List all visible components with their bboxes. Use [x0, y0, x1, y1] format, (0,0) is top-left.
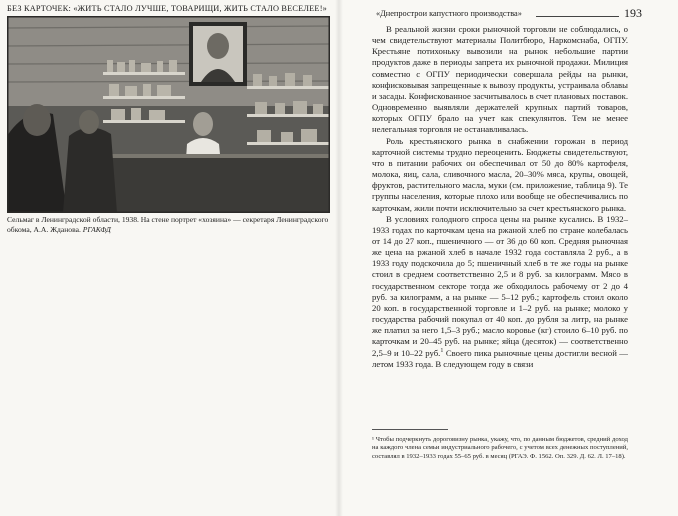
footnote-text: ¹ Чтобы подчеркнуть дороговизну рынка, укажу, что, по данным бюджетов, средний доход на каждого члена семьи индустриального рабочего, с учетом всех денежных поступлений, составлял в 1932–1933 годах 55–65 руб. в месяц (РГАЭ. Ф. 1562. Оп. 329. Д. 62. Л. 17–18).: [372, 436, 628, 460]
book-gutter: [335, 0, 343, 516]
paragraph-3: [372, 214, 628, 370]
archival-photo[interactable]: [7, 16, 330, 213]
photo-caption: [7, 215, 333, 235]
archival-photograph-icon: [7, 16, 330, 213]
paragraph-3-text: В условиях голодного спроса цены на рынке кусались. В 1932–1933 годах по карточкам цена на ржаной хлеб по стране колебалась от 14 до 27 коп., пшеничного — от 36 до 60 коп. Средняя рыночная же цена на ржаной хлеб в начале 1932 года составляла 2 руб., а в 1933 году подскочила до 5; пшеничный хлеб в те же годы на рынке стоил в среднем соответственно 2,5 и 8 руб. за килограмм. Мясо в государственном секторе тогда же обходилось рабочему от 2 до 4 руб. за килограмм, а на рынке — 5–12 руб.; картофель стоил около 20 коп. в государственной торговле и 1–2 руб. на рынке; молоко у государства рабочий покупал от 40 коп. до рубля за литр, на рынке же платил за него 1,5–3 руб.; масло коровье (кг) стоило 6–10 руб. по карточкам и 20–45 руб. на рынке; яйца (десяток) — соответственно 2,5–9 и 10–22 руб.: [372, 213, 628, 358]
right-running-head: «Днепрострои капустного производства»: [376, 9, 522, 18]
caption-text: Сельмаг в Ленинградской области, 1938. На стене портрет «хозяина» — секретаря Ленинградского обкома, А.А. Жданова.: [7, 215, 329, 235]
paragraph-2: Роль крестьянского рынка в снабжении горожан в период карточной системы трудно переоценить. Бюджеты свидетельствуют, что в питании рабочих он обеспечивал от 50 до 80% картофеля, молока, яиц, сала, сливочного масла, 20–30% мяса, крупы, овощей, фруктов, растительного масла, муки (см. приложение, таблица 9). Те группы населения, которые плохо или вообще не обеспечивались по карточкам, жили почти исключительно за счет крестьянского рынка.: [372, 135, 628, 213]
caption-credit: РГАКФД: [82, 225, 111, 235]
page-number: 193: [624, 6, 642, 20]
left-running-head: БЕЗ КАРТОЧЕК: «ЖИТЬ СТАЛО ЛУЧШЕ, ТОВАРИЩИ, ЖИТЬ СТАЛО ВЕСЕЛЕЕ!»: [7, 4, 328, 13]
footnote-reference[interactable]: 1: [440, 347, 444, 354]
body-text: [372, 24, 628, 370]
running-head-rule: [536, 16, 619, 17]
footnote-rule: [372, 429, 448, 430]
footnote: [372, 436, 628, 461]
paragraph-3-continuation: Своего пика рыночные цены достигли весной — летом 1933 года. В следующем году в связи: [372, 347, 628, 369]
paragraph-1: В реальной жизни сроки рыночной торговли не соблюдались, о чем свидетельствуют материалы Политбюро, Наркомснаба, ОГПУ. Крестьяне потихоньку вывозили на рынок небольшие партии продуктов даже в периоды запрета их рыночной продажи. Милиция совместно с ОГПУ периодически совершала рейды на рынки, конфисковывая запрещенные к вывозу продукты, устраивала облавы и засады. Конфискованное засчитывалось в счет плановых поставок. Одновременно выявляли держателей крупных партий товаров, которых ОГПУ брало на учет как спекулянтов. Тем не менее нелегальная торговля не останавливалась.: [372, 24, 628, 135]
